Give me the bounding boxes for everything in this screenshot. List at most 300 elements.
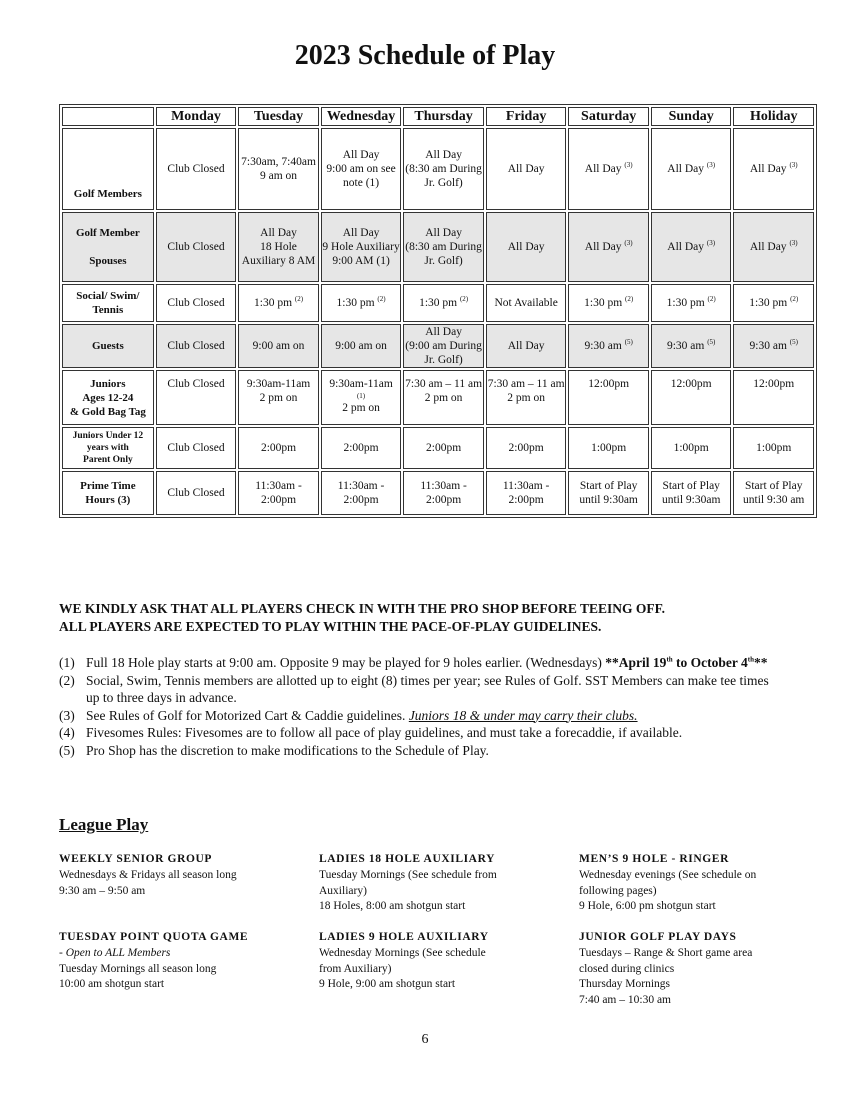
cell-text: 2:00pm (260, 494, 297, 506)
cell-text: 9:30 am (749, 340, 787, 352)
cell-line (322, 296, 401, 310)
cell-text: Club Closed (167, 442, 225, 454)
schedule-cell (321, 427, 402, 469)
footnote-ref: (3) (789, 239, 798, 248)
footnote-2 (59, 672, 779, 707)
table-row (62, 128, 814, 210)
cell-text: Not Available (494, 297, 558, 309)
cell-line (322, 479, 401, 493)
league-title: JUNIOR GOLF PLAY DAYS (579, 931, 737, 943)
schedule-cell (321, 212, 402, 282)
row-header-line: Parent Only (83, 455, 133, 465)
cell-text: 12:00pm (670, 378, 712, 390)
schedule-cell (651, 471, 732, 515)
footnote-ref: (5) (707, 338, 716, 347)
footnote-5 (59, 742, 779, 760)
table-row (62, 370, 814, 425)
footnote-ref: (3) (706, 161, 716, 170)
cell-text: All Day (507, 241, 545, 253)
cell-text: 9:00 AM (1) (332, 255, 390, 267)
schedule-cell (156, 471, 237, 515)
cell-text: 7:30 am – 11 am (405, 378, 483, 390)
schedule-cell (238, 471, 319, 515)
row-header-line: Golf Member (75, 227, 140, 239)
league-line: Wednesdays & Fridays all season long (59, 868, 237, 881)
row-header-line: Juniors Under 12 (72, 431, 144, 441)
footnote-ref: (2) (625, 295, 634, 304)
cell-line (404, 240, 483, 254)
schedule-cell (568, 324, 649, 368)
schedule-cell (156, 427, 237, 469)
ordinal-suffix: th (747, 655, 755, 664)
footnote-ref: (2) (707, 295, 716, 304)
cell-text: until 9:30am (579, 494, 638, 506)
cell-line (157, 339, 236, 353)
cell-text: Auxiliary 8 AM (241, 255, 316, 267)
cell-line (322, 148, 401, 162)
cell-text: 2 pm on (342, 402, 380, 414)
cell-line (404, 339, 483, 353)
cell-line (404, 405, 483, 419)
cell-text: All Day (584, 241, 622, 253)
cell-line (487, 479, 566, 493)
schedule-cell (403, 427, 484, 469)
cell-text: All Day (507, 163, 545, 175)
league-line: Thursday Mornings (579, 978, 671, 991)
cell-line (404, 391, 483, 405)
cell-text: 2 pm on (259, 392, 298, 404)
cell-text: 9:30 am (584, 340, 622, 352)
row-header-line: Prime Time (80, 480, 136, 492)
cell-line (487, 405, 566, 419)
league-ladies-9-hole (319, 930, 554, 993)
league-line: Auxiliary) (319, 884, 367, 897)
schedule-cell (486, 284, 567, 322)
check-in-notice (59, 600, 799, 636)
footnote-text: Fivesomes Rules: Fivesomes are to follow all pace of play guidelines, and must take a forecaddie, if available. (86, 725, 683, 740)
schedule-cell (733, 284, 814, 322)
cell-line (569, 339, 648, 353)
schedule-cell (486, 324, 567, 368)
schedule-cell (651, 128, 732, 210)
league-line: Wednesday Mornings (See schedule (319, 946, 486, 959)
footnote-date-bold (605, 655, 767, 670)
cell-line (157, 162, 236, 176)
schedule-cell (238, 324, 319, 368)
league-line: from Auxiliary) (319, 962, 392, 975)
league-dash: - (59, 946, 66, 959)
cell-line (569, 479, 648, 493)
cell-line (404, 353, 483, 367)
cell-text: All Day (342, 149, 380, 161)
row-header (62, 324, 154, 368)
footnote-ref: (3) (624, 161, 633, 170)
schedule-cell (651, 284, 732, 322)
notice-line-2: ALL PLAYERS ARE EXPECTED TO PLAY WITHIN THE PACE-OF-PLAY GUIDELINES. (59, 619, 602, 634)
cell-line (404, 162, 483, 176)
schedule-cell (156, 128, 237, 210)
row-header (62, 427, 154, 469)
cell-text: All Day (749, 163, 787, 175)
cell-line (652, 162, 731, 176)
cell-text: Jr. Golf) (424, 177, 463, 189)
row-header (62, 284, 154, 322)
schedule-cell (486, 212, 567, 282)
cell-text: 11:30am - (255, 480, 302, 492)
cell-text: 9:30 am (666, 340, 705, 352)
cell-line (652, 479, 731, 493)
league-junior-golf (579, 930, 814, 1009)
schedule-cell (568, 212, 649, 282)
cell-line (322, 441, 401, 455)
schedule-cell (321, 128, 402, 210)
cell-line (239, 441, 318, 455)
cell-text: All Day (584, 163, 622, 175)
schedule-cell (156, 324, 237, 368)
cell-line (652, 441, 731, 455)
cell-line (734, 296, 813, 310)
cell-line (652, 493, 731, 507)
cell-text: All Day (667, 241, 705, 253)
footnote-emphasis: Juniors 18 & under may carry their clubs. (408, 707, 638, 723)
cell-text: 2:00pm (260, 442, 297, 454)
schedule-cell (321, 324, 402, 368)
footnote-number: (4) (59, 725, 75, 740)
league-line: 9:30 am – 9:50 am (59, 884, 146, 897)
cell-line (404, 176, 483, 190)
row-header (62, 471, 154, 515)
column-header-saturday: Saturday (568, 107, 649, 126)
schedule-cell (321, 471, 402, 515)
table-row (62, 284, 814, 322)
row-header (62, 370, 154, 425)
cell-text: Start of Play (662, 480, 720, 492)
cell-line (322, 391, 401, 401)
cell-line (157, 486, 236, 500)
league-mens-9-hole-ringer (579, 852, 814, 915)
schedule-cell (568, 427, 649, 469)
row-header (62, 212, 154, 282)
cell-text: 9 am on (260, 170, 298, 182)
column-header-thursday: Thursday (403, 107, 484, 126)
league-line: 18 Holes, 8:00 am shotgun start (319, 900, 466, 913)
cell-line (404, 479, 483, 493)
cell-line (734, 240, 813, 254)
schedule-cell (403, 324, 484, 368)
row-header-line: Spouses (89, 255, 127, 267)
cell-line (487, 339, 566, 353)
cell-line (487, 441, 566, 455)
league-line: Tuesday Mornings (See schedule from (319, 868, 497, 881)
cell-line (404, 377, 483, 391)
footnote-ref: (3) (624, 239, 633, 248)
cell-text: Club Closed (167, 297, 225, 309)
schedule-cell (733, 427, 814, 469)
cell-line (487, 162, 566, 176)
cell-text: Club Closed (167, 487, 225, 499)
cell-line (569, 493, 648, 507)
schedule-cell (321, 370, 402, 425)
cell-text: (8:30 am During (405, 163, 482, 175)
league-open-line (59, 946, 294, 962)
cell-line (322, 377, 401, 391)
row-header (62, 128, 154, 210)
schedule-cell (156, 212, 237, 282)
cell-line (569, 391, 648, 405)
row-header-line: Tennis (92, 304, 124, 316)
cell-text: All Day (667, 163, 705, 175)
cell-line (404, 493, 483, 507)
cell-text: 9:00 am on (252, 340, 305, 352)
cell-line (487, 493, 566, 507)
cell-text: (1) (356, 392, 366, 400)
league-line: 7:40 am – 10:30 am (579, 994, 671, 1007)
cell-line (487, 391, 566, 405)
schedule-cell (403, 128, 484, 210)
schedule-cell (321, 284, 402, 322)
cell-line (239, 405, 318, 419)
league-ladies-18-hole (319, 852, 554, 915)
footnote-text: Pro Shop has the discretion to make modifications to the Schedule of Play. (86, 742, 489, 758)
schedule-cell (733, 370, 814, 425)
cell-text: 2:00pm (426, 442, 462, 454)
cell-line (734, 405, 813, 419)
league-tuesday-point-quota (59, 930, 294, 993)
cell-text: 9:30am-11am (246, 378, 311, 390)
cell-line (157, 405, 236, 419)
league-title: TUESDAY POINT QUOTA GAME (59, 931, 249, 943)
footnote-date-end: to October 4 (672, 655, 748, 670)
schedule-cell (156, 284, 237, 322)
cell-line (404, 148, 483, 162)
league-line: closed during clinics (579, 962, 675, 975)
cell-text: 11:30am - (420, 480, 467, 492)
cell-text: 11:30am - (502, 480, 550, 492)
cell-line (404, 254, 483, 268)
league-line: Tuesday Mornings all season long (59, 962, 217, 975)
schedule-cell (486, 427, 567, 469)
cell-line (322, 226, 401, 240)
cell-line (239, 391, 318, 405)
footnote-number: (3) (59, 707, 75, 723)
cell-line (652, 296, 731, 310)
cell-line (404, 325, 483, 339)
cell-line (239, 296, 318, 310)
column-header-sunday: Sunday (651, 107, 732, 126)
footnote-ref: (3) (789, 161, 798, 170)
table-row (62, 212, 814, 282)
cell-line (157, 377, 236, 391)
schedule-cell (403, 370, 484, 425)
cell-line (157, 441, 236, 455)
footnote-date-close: ** (754, 655, 768, 670)
footnote-text: Social, Swim, Tennis members are allotted up to eight (8) times per year; see Rules of Golf. SST Members can make tee times up to three days in advance. (86, 672, 769, 705)
schedule-cell (651, 370, 732, 425)
schedule-cell (238, 370, 319, 425)
footnote-ref: (3) (706, 239, 716, 248)
schedule-cell (733, 471, 814, 515)
schedule-cell (238, 128, 319, 210)
cell-line (239, 479, 318, 493)
cell-line (734, 493, 813, 507)
cell-line (734, 391, 813, 405)
cell-text: 7:30 am – 11 am (487, 378, 565, 390)
page-number: 6 (421, 1032, 429, 1047)
footnote-ref: (2) (377, 295, 386, 304)
table-row (62, 324, 814, 368)
cell-text: 1:00pm (591, 442, 627, 454)
cell-text: 2 pm on (424, 392, 463, 404)
table-header-row (62, 107, 814, 126)
league-weekly-senior (59, 852, 294, 899)
schedule-cell (486, 370, 567, 425)
cell-line (322, 240, 401, 254)
cell-line (487, 296, 566, 310)
footnote-ref: (2) (790, 295, 799, 304)
cell-text: 2:00pm (508, 494, 544, 506)
footnote-number: (2) (59, 672, 75, 688)
schedule-cell (568, 284, 649, 322)
cell-text: 2 pm on (507, 392, 545, 404)
cell-text: All Day (425, 227, 462, 239)
column-header-monday: Monday (156, 107, 237, 126)
cell-line (239, 169, 318, 183)
cell-line (239, 254, 318, 268)
cell-line (322, 493, 401, 507)
cell-line (734, 339, 813, 353)
cell-text: 12:00pm (588, 378, 630, 390)
cell-line (652, 405, 731, 419)
schedule-cell (651, 427, 732, 469)
column-header-tuesday: Tuesday (238, 107, 319, 126)
league-line: 9 Hole, 6:00 pm shotgun start (579, 900, 716, 913)
cell-text: 12:00pm (753, 378, 795, 390)
cell-line (569, 405, 648, 419)
schedule-cell (486, 128, 567, 210)
footnote-4 (59, 724, 779, 742)
cell-text: (8:30 am During (405, 241, 482, 253)
cell-text: Club Closed (167, 163, 225, 175)
cell-line (157, 391, 236, 405)
cell-text: All Day (425, 326, 462, 338)
cell-line (157, 296, 236, 310)
cell-text: 9:00 am on (335, 340, 387, 352)
cell-line (322, 176, 401, 190)
column-header-friday: Friday (486, 107, 567, 126)
cell-line (239, 339, 318, 353)
cell-text: 1:30 pm (336, 297, 375, 309)
footnote-text: See Rules of Golf for Motorized Cart & Caddie guidelines. (86, 707, 409, 723)
schedule-cell (733, 128, 814, 210)
cell-text: 1:30 pm (666, 297, 705, 309)
footnote-text: Full 18 Hole play starts at 9:00 am. Opposite 9 may be played for 9 holes earlier. (Wednesdays) (86, 655, 606, 670)
cell-text: Club Closed (167, 340, 225, 352)
cell-line (734, 479, 813, 493)
schedule-cell (568, 128, 649, 210)
cell-text: 11:30am - (337, 480, 385, 492)
cell-line (404, 441, 483, 455)
row-header-line: years with (86, 443, 129, 453)
league-open-note: Open to ALL Members (65, 946, 171, 959)
column-header-wednesday: Wednesday (321, 107, 402, 126)
schedule-cell (238, 427, 319, 469)
cell-text: Jr. Golf) (424, 255, 463, 267)
row-header-line: Social/ Swim/ (76, 290, 140, 302)
cell-text: All Day (260, 227, 297, 239)
table-row (62, 427, 814, 469)
cell-line (157, 240, 236, 254)
league-line: 9 Hole, 9:00 am shotgun start (319, 978, 456, 991)
schedule-cell (568, 471, 649, 515)
cell-line (734, 377, 813, 391)
cell-line (652, 339, 731, 353)
schedule-cell (568, 370, 649, 425)
cell-text: Start of Play (579, 480, 638, 492)
cell-text: 2:00pm (426, 494, 462, 506)
footnote-number: (5) (59, 742, 75, 758)
row-header-line: Hours (3) (85, 494, 131, 506)
footnote-ref: (5) (789, 338, 798, 347)
cell-text: Club Closed (167, 241, 225, 253)
row-header-line: Juniors (90, 377, 126, 390)
cell-text: Jr. Golf) (424, 354, 463, 366)
footnote-1 (59, 654, 779, 672)
league-play-heading: League Play (59, 815, 149, 834)
cell-line (734, 162, 813, 176)
cell-line (569, 162, 648, 176)
cell-line (404, 226, 483, 240)
cell-line (322, 162, 401, 176)
cell-line (239, 240, 318, 254)
cell-text: All Day (749, 241, 787, 253)
footnote-ref: (2) (294, 295, 304, 304)
cell-text: until 9:30am (661, 494, 721, 506)
footnote-ref: (2) (459, 295, 469, 304)
table-row (62, 471, 814, 515)
schedule-cell (156, 370, 237, 425)
cell-line (569, 441, 648, 455)
cell-text: 1:30 pm (584, 297, 623, 309)
schedule-cell (403, 471, 484, 515)
row-header-line: & Gold Bag Tag (69, 405, 146, 418)
cell-text: until 9:30 am (743, 494, 805, 506)
schedule-cell (651, 324, 732, 368)
cell-text: 1:30 pm (749, 297, 788, 309)
cell-text: Club Closed (167, 378, 225, 390)
cell-text: 1:30 pm (254, 297, 293, 309)
footnote-ref: (5) (624, 338, 633, 347)
cell-line (734, 441, 813, 455)
league-title: MEN’S 9 HOLE - RINGER (579, 853, 729, 865)
cell-line (569, 240, 648, 254)
cell-text: 18 Hole (260, 241, 297, 253)
schedule-cell (403, 212, 484, 282)
table-header-corner (62, 107, 154, 126)
schedule-cell (486, 471, 567, 515)
cell-text: 9 Hole Auxiliary (322, 241, 400, 253)
cell-text: 2:00pm (343, 494, 379, 506)
schedule-cell (651, 212, 732, 282)
cell-text: 7:30am, 7:40am (241, 156, 316, 168)
footnotes-list (59, 654, 779, 759)
cell-text: All Day (425, 149, 462, 161)
cell-text: 2:00pm (508, 442, 544, 454)
cell-text: All Day (507, 340, 545, 352)
cell-line (652, 240, 731, 254)
cell-text: Start of Play (744, 480, 803, 492)
footnote-3 (59, 707, 779, 725)
row-header-line (63, 240, 153, 254)
